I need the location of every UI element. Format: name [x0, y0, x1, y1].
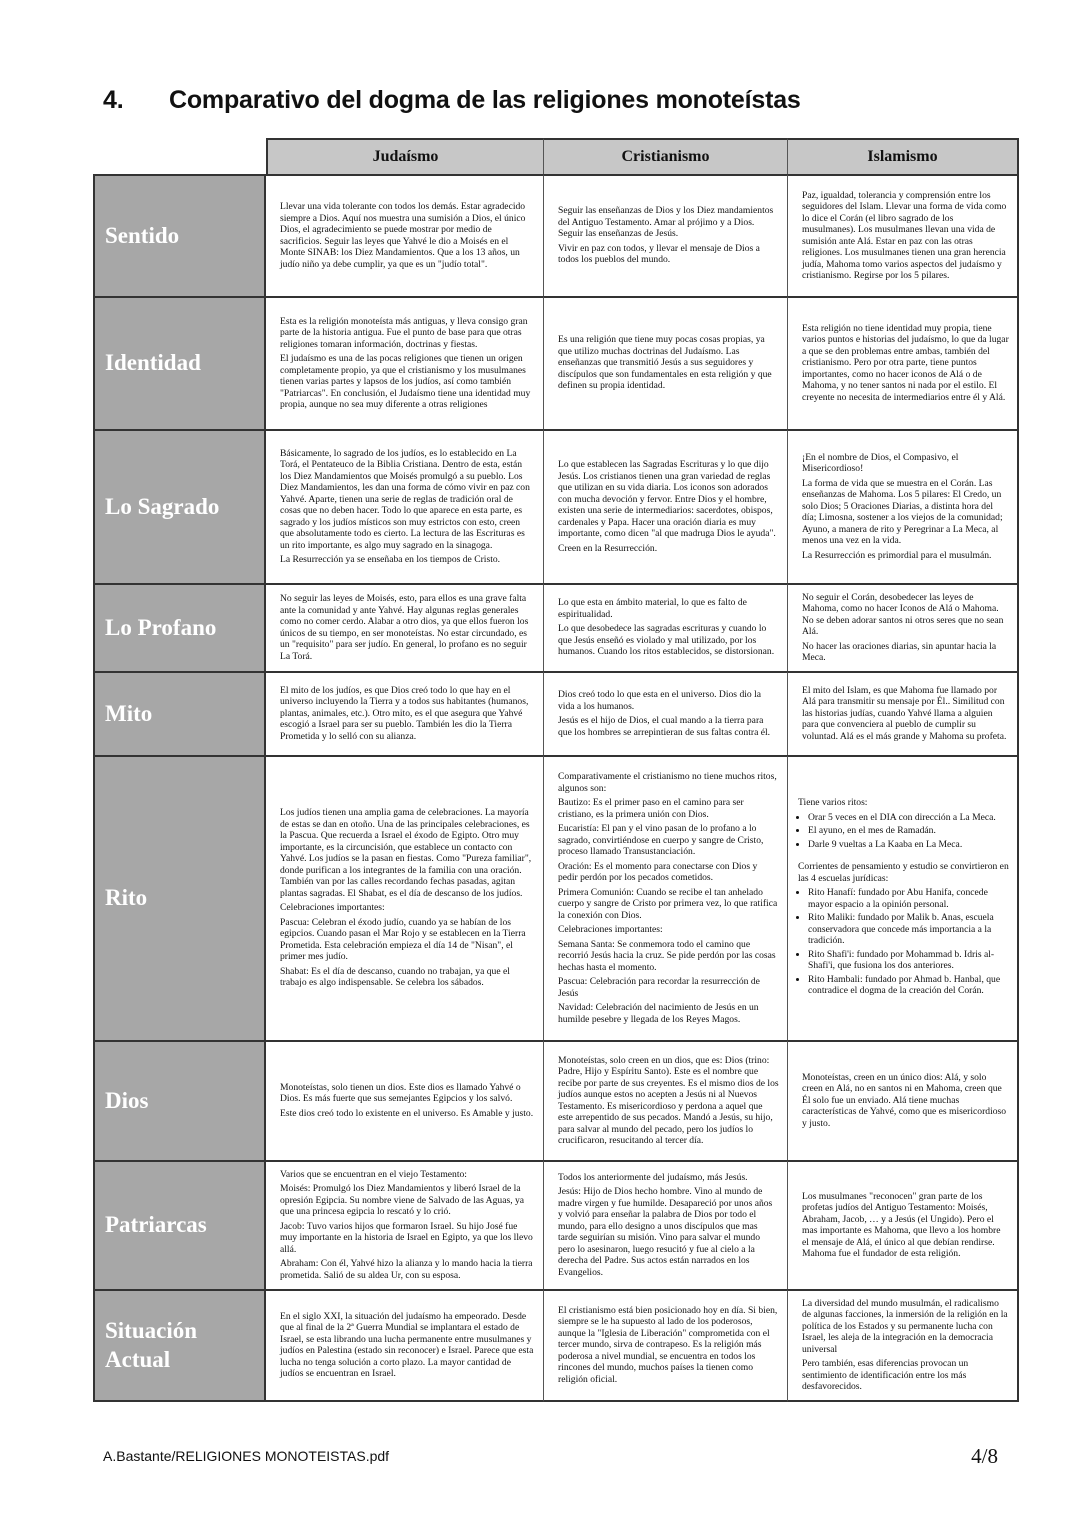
cell-paragraph: La Resurrección ya se enseñaba en los tiempos de Cristo.: [280, 554, 501, 565]
cell-paragraph: ¡En el nombre de Dios, el Compasivo, el Misericordioso!: [802, 451, 959, 475]
cell-paragraph: Pero también, esas diferencias provocan un sentimiento de identificación entre los más desfavorecidos.: [802, 1358, 969, 1392]
cell-paragraph: Los judíos tienen una amplia gama de celebraciones. La mayoría de estas se dan en otoño. Una de las principales celebraciones, es la Pascua. Que recuerda a Israel el éxodo de Egipto. Otro muy importante, es la circuncisión, que establece un contacto con Yahvé. Los judíos se la pasan en fiestas. Como "Pureza familiar", donde purifican a los integrantes de la familia con una oración. También van por las calles recordando fechas pasadas, agitan plantas sagradas. El Shabat, es el día de descanso de los judíos.: [280, 807, 532, 899]
cell-paragraph: Moisés: Promulgó los Diez Mandamientos y liberó Israel de la opresión Egipcia. Su nombre viene de Salvado de las Aguas, ya que una princesa egipcia lo rescató y lo crió.: [280, 1183, 525, 1218]
row-header: Lo Sagrado: [93, 429, 266, 583]
table-cell-judaismo: [266, 671, 544, 755]
cell-paragraph: Esta religión no tiene identidad muy propia, tiene varios puntos e historias del judaísmo, lo que da lugar a que se den problemas entre ambas, también del cristianismo. Pero por otra parte, tiene puntos importantes, como no hacer iconos de Alá o de Mahoma, y no tener santos ni nada por el estilo. El creyente no necesita de intermediarios entre él y Alá.: [802, 322, 1009, 403]
cell-paragraph: Jesús: Hijo de Dios hecho hombre. Vino al mundo de madre virgen y fue humilde. Desapareció por unos años y volvió para enseñar la palabra de Dios por todo el mundo, para ello designo a unos discípulos que mas tarde seguirían su misión. Vino para salvar el mundo pero lo asesinaron, luego resucitó y fue al cielo a la derecha del Padre. Sus actos están narrados en los Evangelios.: [558, 1186, 773, 1278]
list-item: • Rito Hambali: fundado por Ahmad b. Hanbal, que contradice el dogma de la creación del Corán.: [808, 974, 1009, 997]
cell-paragraph: Dios creó todo lo que esta en el universo. Dios dio la vida a los humanos.: [558, 689, 762, 712]
table-cell-cristianismo: [544, 583, 788, 671]
cell-paragraph: Lo que desobedece las sagradas escrituras y cuando lo que Jesús enseñó es violado y mal utilizado, por los humanos. Cuando los ritos establecidos, se distorsionan.: [558, 623, 775, 658]
cell-paragraph: El mito de los judíos, es que Dios creó todo lo que hay en el universo incluyendo la Tierra y a todos sus habitantes (humanos, plantas, animales, etc.). Otro mito, es el que asegura que Yahvé escogió a Israel para ser su pueblo. También les dio la Tierra Prometida y lo selló con su alianza.: [280, 684, 529, 742]
cell-paragraph: Paz, igualdad, tolerancia y comprensión entre los seguidores del Islam. Llevar una forma de vida como lo dice el Corán (el libro sagrado de los musulmanes). Los musulmanes llevan una vida de sumisión ante Alá. Estar en paz con las otras religiones. Los musulmanes tienen una gran herencia judía, Mahoma tomo varios aspectos del judaísmo y cristianismo. Regirse por los 5 pilares.: [802, 189, 1007, 281]
cell-paragraph: La forma de vida que se muestra en el Corán. Las enseñanzas de Mahoma. Los 5 pilares: El Credo, un solo Dios; 5 Oraciones Diarias, a distinta hora del día; Limosna, sostener a los viejos de la comunidad; Ayuno, a manera de rito y Peregrinar a La Meca, al menos una vez en la vida.: [802, 477, 1003, 547]
list-item: • Rito Shafi'i: fundado por Mohammad b. Idris al-Shafi'i, que fusiona los dos anteriores.: [808, 949, 1009, 972]
section-number: 4.: [103, 86, 124, 114]
cell-paragraph: Monoteístas, solo creen en un dios, que es: Dios (trino: Padre, Hijo y Espíritu Santo). Este es el nombre que recibe por parte de sus creyentes. Es el mismo dios de los judíos aunque estos no acepten a Jesús ni al Nuevos Testamento. Es misericordioso y perdona a aquel que este arrepentido de sus pecados. Mandó a Jesús, su hijo, para salvar al mundo del pecado, pero los judíos lo crucificaron, resucitando al tercer día.: [558, 1054, 779, 1146]
cell-paragraph: No seguir el Corán, desobedecer las leyes de Mahoma, como no hacer Iconos de Alá o Mahoma. No se deben adorar santos ni otros seres que no sean Alá.: [802, 591, 1004, 637]
table-cell-islamismo: [788, 583, 1019, 671]
schools-list: [798, 887, 1009, 999]
table-cell-cristianismo: [544, 174, 788, 296]
table-cell-judaismo: [266, 583, 544, 671]
cell-paragraph: Seguir las enseñanzas de Dios y los Diez mandamientos del Antiguo Testamento. Amar al prójimo y a Dios. Seguir las enseñanzas de Jesús.: [558, 205, 774, 240]
cell-paragraph: Semana Santa: Se conmemora todo el camino que recorrió Jesús hacia la cruz. Se pide perdón por las cosas hechas hasta el momento.: [558, 938, 776, 973]
table-cell-islamismo: [788, 1289, 1019, 1402]
cell-paragraph: Bautizo: Es el primer paso en el camino para ser cristiano, es la primera unión con Dios.: [558, 797, 744, 820]
cell-paragraph: Vivir en paz con todos, y llevar el mensaje de Dios a todos los pueblos del mundo.: [558, 242, 760, 266]
table-cell-judaismo: [266, 174, 544, 296]
cell-paragraph: Monoteístas, creen en un único dios: Alá, y solo creen en Alá, no en santos ni en Mahoma, creen que Él solo fue un enviado. Alá tiene muchas características de Yahvé, como que es misericordioso y justo.: [802, 1071, 1007, 1129]
row-header: Identidad: [93, 296, 266, 429]
table-cell-judaismo: [266, 1040, 544, 1160]
list-item: • El ayuno, en el mes de Ramadán.: [808, 825, 1009, 837]
row-header: Mito: [93, 671, 266, 755]
table-cell-cristianismo: [544, 755, 788, 1040]
list-item: • Rito Hanafí: fundado por Abu Hanifa, concede mayor espacio a la opinión personal.: [808, 887, 1009, 910]
table-cell-judaismo: [266, 429, 544, 583]
cell-paragraph: Oración: Es el momento para conectarse con Dios y pedir perdón por los pecados cometidos.: [558, 860, 758, 883]
cell-paragraph: Creen en la Resurrección.: [558, 542, 658, 554]
cell-paragraph: Jacob: Tuvo varios hijos que formaron Israel. Su hijo José fue muy importante en la historia de Israel en Egipto, ya que los llevo allá.: [280, 1220, 533, 1255]
table-cell-islamismo: [788, 296, 1019, 429]
cell-paragraph: Eucaristía: El pan y el vino pasan de lo profano a lo sagrado, convirtiéndose en cuerpo y sangre de Cristo, proceso llamado Transustanciación.: [558, 823, 764, 857]
cell-paragraph: Esta es la religión monoteísta más antiguas, y lleva consigo gran parte de la historia antigua. Fue el punto de base para que otras religiones tomaran información, doctrinas y fiestas.: [280, 315, 528, 350]
cell-paragraph: No hacer las oraciones diarias, sin apuntar hacia la Meca.: [802, 640, 997, 663]
table-cell-judaismo: [266, 755, 544, 1040]
row-header: Rito: [93, 755, 266, 1040]
cell-paragraph: Pascua: Celebran el éxodo judío, cuando ya se habían de los egipcios. Cuando pasan el Mar Rojo y se establecen en la Tierra Prometida. Esta celebración empieza el día 14 de "Nisan", el primer mes judío.: [280, 916, 526, 963]
cell-paragraph: Varios que se encuentran en el viejo Testamento:: [280, 1168, 467, 1180]
column-header-islamismo: Islamismo: [788, 138, 1019, 174]
cell-paragraph: Es una religión que tiene muy pocas cosas propias, ya que utilizo muchas doctrinas del Judaísmo. Las enseñanzas que transmitió Jesús a sus seguidores y discípulos que son fundamentales en esta religión y que definen su propia identidad.: [558, 334, 772, 392]
footer-source: A.Bastante/RELIGIONES MONOTEISTAS.pdf: [103, 1448, 390, 1464]
cell-paragraph: Lo que establecen las Sagradas Escrituras y lo que dijo Jesús. Los cristianos tienen una gran variedad de reglas que utilizan en su vida diaria. Los iconos son adorados con mucha devoción y fervor. Entre Dios y el hombre, existen una serie de intermediarios: sacerdotes, obispos, cardenales y Papa. Hacer una oración diaria es muy importante, como dicen "al que madruga Dios le ayuda".: [558, 459, 776, 539]
cell-paragraph: Shabat: Es el día de descanso, cuando no trabajan, ya que el trabajo es algo indispensable. Se celebra los sábados.: [280, 965, 510, 989]
cell-paragraph: Navidad: Celebración del nacimiento de Jesús en un humilde pesebre y llegada de los Reyes Magos.: [558, 1002, 759, 1025]
column-header-judaismo: Judaísmo: [266, 138, 544, 174]
row-header: Lo Profano: [93, 583, 266, 671]
cell-paragraph: Llevar una vida tolerante con todos los demás. Estar agradecido siempre a Dios. Aquí nos muestra una sumisión a Dios, el único Dios, el agradecimiento se puede mostrar por medio de sacrificios. Seguir las leyes que Yahvé le dio a Moisés en el Monte SINAB: los Diez Mandamientos. Que a los 13 años, un judío niño ya debe cumplir, ya que es un "judío total".: [280, 201, 526, 270]
table-cell-islamismo: [788, 755, 1019, 1040]
cell-paragraph: En el siglo XXI, la situación del judaísmo ha empeorado. Desde que al final de la 2ª Guerra Mundial se implantara el estado de Israel, se esta librando una lucha permanente entre musulmanes y judíos en Palestina (estado sin reconocer) e Israel. Parece que esta lucha no tenga solución a corto plazo. La mayor cantidad de judíos se encuentran en Israel.: [280, 1310, 534, 1379]
cell-paragraph: Básicamente, lo sagrado de los judíos, es lo establecido en La Torá, el Pentateuco de la Biblia Cristiana. Dentro de esta, están los Diez Mandamientos que Moisés promulgó a su pueblo. Los Diez Mandamientos, les dan una forma de cómo vivir en paz con Yahvé. Aparte, tienen una serie de reglas de tradición oral de cosas que no deben hacer. Todo lo que aparece en esta parte, es sagrado y los judíos místicos son muy estrictos con esto, creen que absolutamente todo es cierto. La lectura de las Escrituras es un rito importante, es algo muy sagrado en la sinagoga.: [280, 447, 530, 551]
table-cell-cristianismo: [544, 1040, 788, 1160]
table-cell-judaismo: [266, 1289, 544, 1402]
row-header: Patriarcas: [93, 1160, 266, 1289]
table-cell-judaismo: [266, 1160, 544, 1289]
table-cell-cristianismo: [544, 671, 788, 755]
cell-paragraph: Tiene varios ritos:: [798, 797, 868, 809]
list-item: • Darle 9 vueltas a La Kaaba en La Meca.: [808, 839, 1009, 851]
table-cell-islamismo: [788, 671, 1019, 755]
cell-paragraph: Corrientes de pensamiento y estudio se convirtieron en las 4 escuelas jurídicas:: [798, 861, 1009, 884]
row-header: Sentido: [93, 174, 266, 296]
cell-paragraph: La diversidad del mundo musulmán, el radicalismo de algunas facciones, la inmersión de la religión en la política de los Estados y su permanente lucha con Israel, les aleja de la integración en la democracia universal: [802, 1297, 1008, 1355]
cell-paragraph: Celebraciones importantes:: [558, 924, 663, 935]
section-title: Comparativo del dogma de las religiones monoteístas: [169, 86, 801, 114]
cell-paragraph: El cristianismo está bien posicionado hoy en día. Si bien, siempre se le ha supuesto al lado de los poderosos, aunque la "Iglesia de Liberación" comprometida con el tercer mundo, sirva de contrapeso. Es la religión más poderosa a nivel mundial, se encuentra en todos los rincones del mundo, muchos países la tienen como religión oficial.: [558, 1304, 778, 1385]
cell-paragraph: Todos los anteriormente del judaísmo, más Jesús.: [558, 1171, 748, 1183]
table-cell-cristianismo: [544, 1160, 788, 1289]
row-header: Dios: [93, 1040, 266, 1160]
footer-page-number: 4/8: [971, 1444, 998, 1468]
cell-paragraph: El mito del Islam, es que Mahoma fue llamado por Alá para transmitir su mensaje por Él.. Similitud con las historias judías, cuando Yahvé llama a alguien para que convenciera al pueblo de cumplir su voluntad. Alá es el más grande y Mahoma su profeta.: [802, 684, 1007, 742]
rites-list: [798, 812, 1009, 853]
cell-paragraph: Celebraciones importantes:: [280, 902, 385, 914]
cell-paragraph: Monoteístas, solo tienen un dios. Este dios es llamado Yahvé o Dios. Es más fuerte que sus semejantes Egipcios y los salvó.: [280, 1081, 521, 1105]
table-cell-islamismo: [788, 174, 1019, 296]
table-cell-cristianismo: [544, 1289, 788, 1402]
cell-paragraph: La Resurrección es primordial para el musulmán.: [802, 549, 992, 561]
cell-paragraph: El judaísmo es una de las pocas religiones que tienen un origen completamente propio, ya que el cristianismo y los musulmanes tienen varias partes y lapsos de los judíos, así como también "Patriarcas". En conclusión, el Judaísmo tiene una identidad muy propia, aunque no sea muy diferente a otras religiones: [280, 353, 531, 410]
row-header: Situación Actual: [93, 1289, 266, 1402]
column-header-cristianismo: Cristianismo: [544, 138, 788, 174]
cell-paragraph: Comparativamente el cristianismo no tiene muchos ritos, algunos son:: [558, 771, 777, 794]
table-cell-islamismo: [788, 429, 1019, 583]
table-cell-cristianismo: [544, 429, 788, 583]
list-item: • Orar 5 veces en el DIA con dirección a La Meca.: [808, 812, 1009, 824]
table-cell-judaismo: [266, 296, 544, 429]
cell-paragraph: Lo que esta en ámbito material, lo que es falto de espiritualidad.: [558, 597, 747, 620]
section-heading: [103, 86, 801, 115]
comparison-table: [93, 138, 1019, 1402]
table-corner: [93, 138, 266, 174]
cell-paragraph: No seguir las leyes de Moisés, esto, para ellos es una grave falta ante la comunidad y ante Yahvé. Hay algunas reglas generales como no comer cerdo. Alabar a otro dios, ya que ellos fueron los únicos de su tiempo, en ser monoteístas. No estar circundado, es un "requisito" para ser judío. En general, lo profano es no seguir La Torá.: [280, 593, 529, 662]
cell-paragraph: Pascua: Celebración para recordar la resurrección de Jesús: [558, 976, 760, 999]
table-cell-cristianismo: [544, 296, 788, 429]
cell-paragraph: Abraham: Con él, Yahvé hizo la alianza y lo mando hacia la tierra prometida. Salió de su aldea Ur, con su esposa.: [280, 1258, 533, 1281]
cell-paragraph: Jesús es el hijo de Dios, el cual mando a la tierra para que los hombres se arrepintieran de sus faltas contra él.: [558, 715, 771, 738]
cell-paragraph: Primera Comunión: Cuando se recibe el tan anhelado cuerpo y sangre de Cristo por primera vez, lo que ratifica la conexión con Dios.: [558, 886, 778, 921]
cell-paragraph: Los musulmanes "reconocen" gran parte de los profetas judíos del Antiguo Testamento: Moisés, Abraham, Jacob, … y a Jesús (el Ungido). Pero el mas importante es Mahoma, que llevo a los hombre el mensaje de Alá, el único al que debían rendirse. Mahoma fue el fundador de esta religión.: [802, 1190, 1001, 1259]
list-item: • Rito Maliki: fundado por Malik b. Anas, escuela conservadora que concede más importancia a la tradición.: [808, 912, 1009, 947]
cell-paragraph: Este dios creó todo lo existente en el universo. Es Amable y justo.: [280, 1107, 534, 1119]
table-cell-islamismo: [788, 1160, 1019, 1289]
table-cell-islamismo: [788, 1040, 1019, 1160]
